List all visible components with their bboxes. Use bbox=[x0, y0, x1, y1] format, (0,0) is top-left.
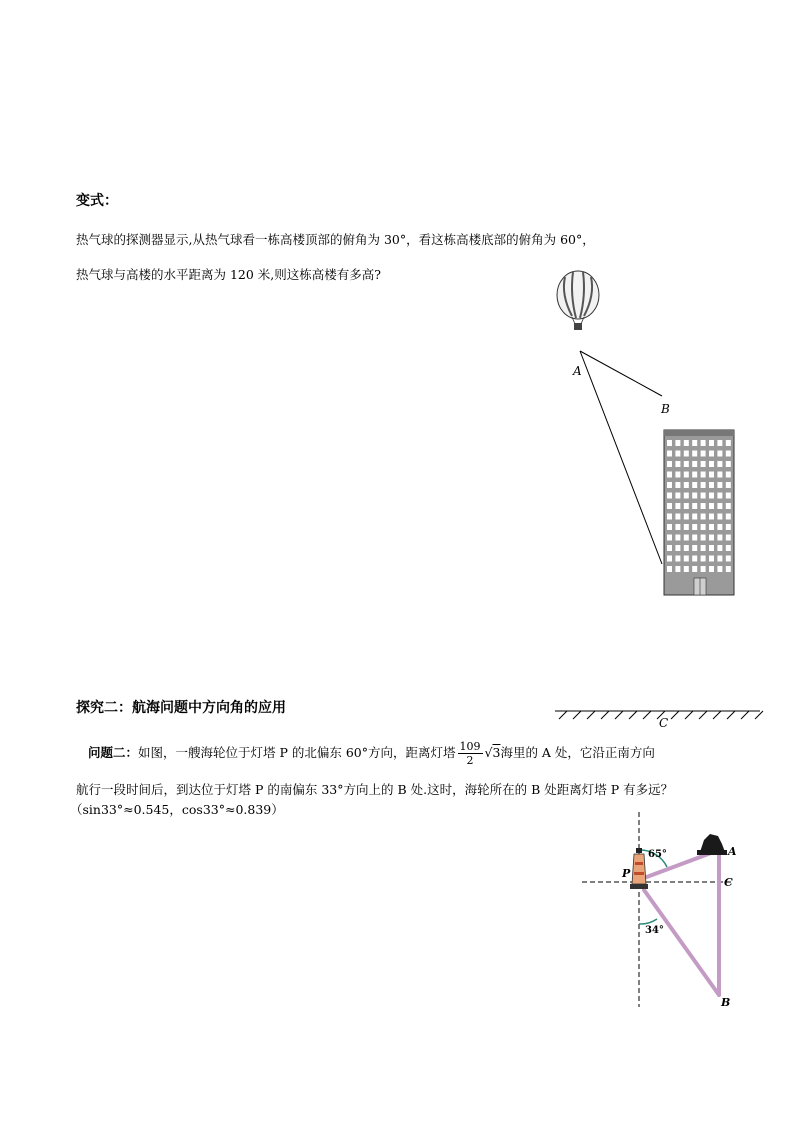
label-point-c-top: C bbox=[659, 716, 669, 730]
balloon-building-figure bbox=[548, 268, 768, 608]
variant-heading: 变式： bbox=[76, 193, 118, 209]
angle-label-bottom: 34° bbox=[645, 925, 664, 936]
section2-heading: 探究二：航海问题中方向角的应用 bbox=[76, 700, 286, 716]
variant-problem-line2: 热气球与高楼的水平距离为 120 米,则这栋高楼有多高? bbox=[76, 267, 381, 282]
building-icon bbox=[664, 430, 734, 595]
sight-line-to-bottom bbox=[580, 351, 662, 564]
lighthouse-icon bbox=[630, 848, 648, 889]
problem2-line1-post: 海里的 A 处，它沿正南方向 bbox=[500, 745, 655, 760]
problem2-line1 bbox=[88, 737, 655, 769]
problem2-line1-pre: 如图，一艘海轮位于灯塔 P 的北偏东 60°方向，距离灯塔 bbox=[138, 745, 456, 760]
label-point-p: P bbox=[622, 867, 631, 880]
label-point-b: B bbox=[661, 402, 670, 416]
label-point-a-ship: A bbox=[728, 845, 737, 858]
problem2-label: 问题二： bbox=[88, 745, 139, 760]
sight-line-to-top bbox=[580, 351, 662, 396]
ground-line-figure bbox=[555, 705, 765, 730]
problem2-line3: （sin33°≈0.545，cos33°≈0.839） bbox=[70, 802, 284, 817]
lighthouse-figure bbox=[582, 812, 772, 1012]
sqrt-radicand: 3 bbox=[492, 745, 501, 760]
problem2-line2: 航行一段时间后，到达位于灯塔 P 的南偏东 33°方向上的 B 处.这时，海轮所在的 B 处距离灯塔 P 有多远？ bbox=[76, 782, 674, 797]
variant-problem-line1: 热气球的探测器显示,从热气球看一栋高楼顶部的俯角为 30°，看这栋高楼底部的俯角为 60°， bbox=[76, 232, 595, 247]
angle-label-top: 65° bbox=[648, 849, 667, 860]
sqrt-symbol: √ bbox=[484, 745, 493, 760]
sqrt-expression bbox=[485, 745, 501, 760]
label-point-c: C bbox=[724, 876, 733, 889]
label-point-b-ship: B bbox=[721, 996, 731, 1009]
distance-fraction bbox=[458, 740, 483, 767]
hot-air-balloon-icon bbox=[557, 271, 599, 330]
label-point-a: A bbox=[573, 364, 582, 378]
ship-icon bbox=[697, 834, 727, 855]
fraction-numerator: 109 bbox=[459, 740, 481, 753]
fraction-denominator: 2 bbox=[466, 754, 474, 767]
